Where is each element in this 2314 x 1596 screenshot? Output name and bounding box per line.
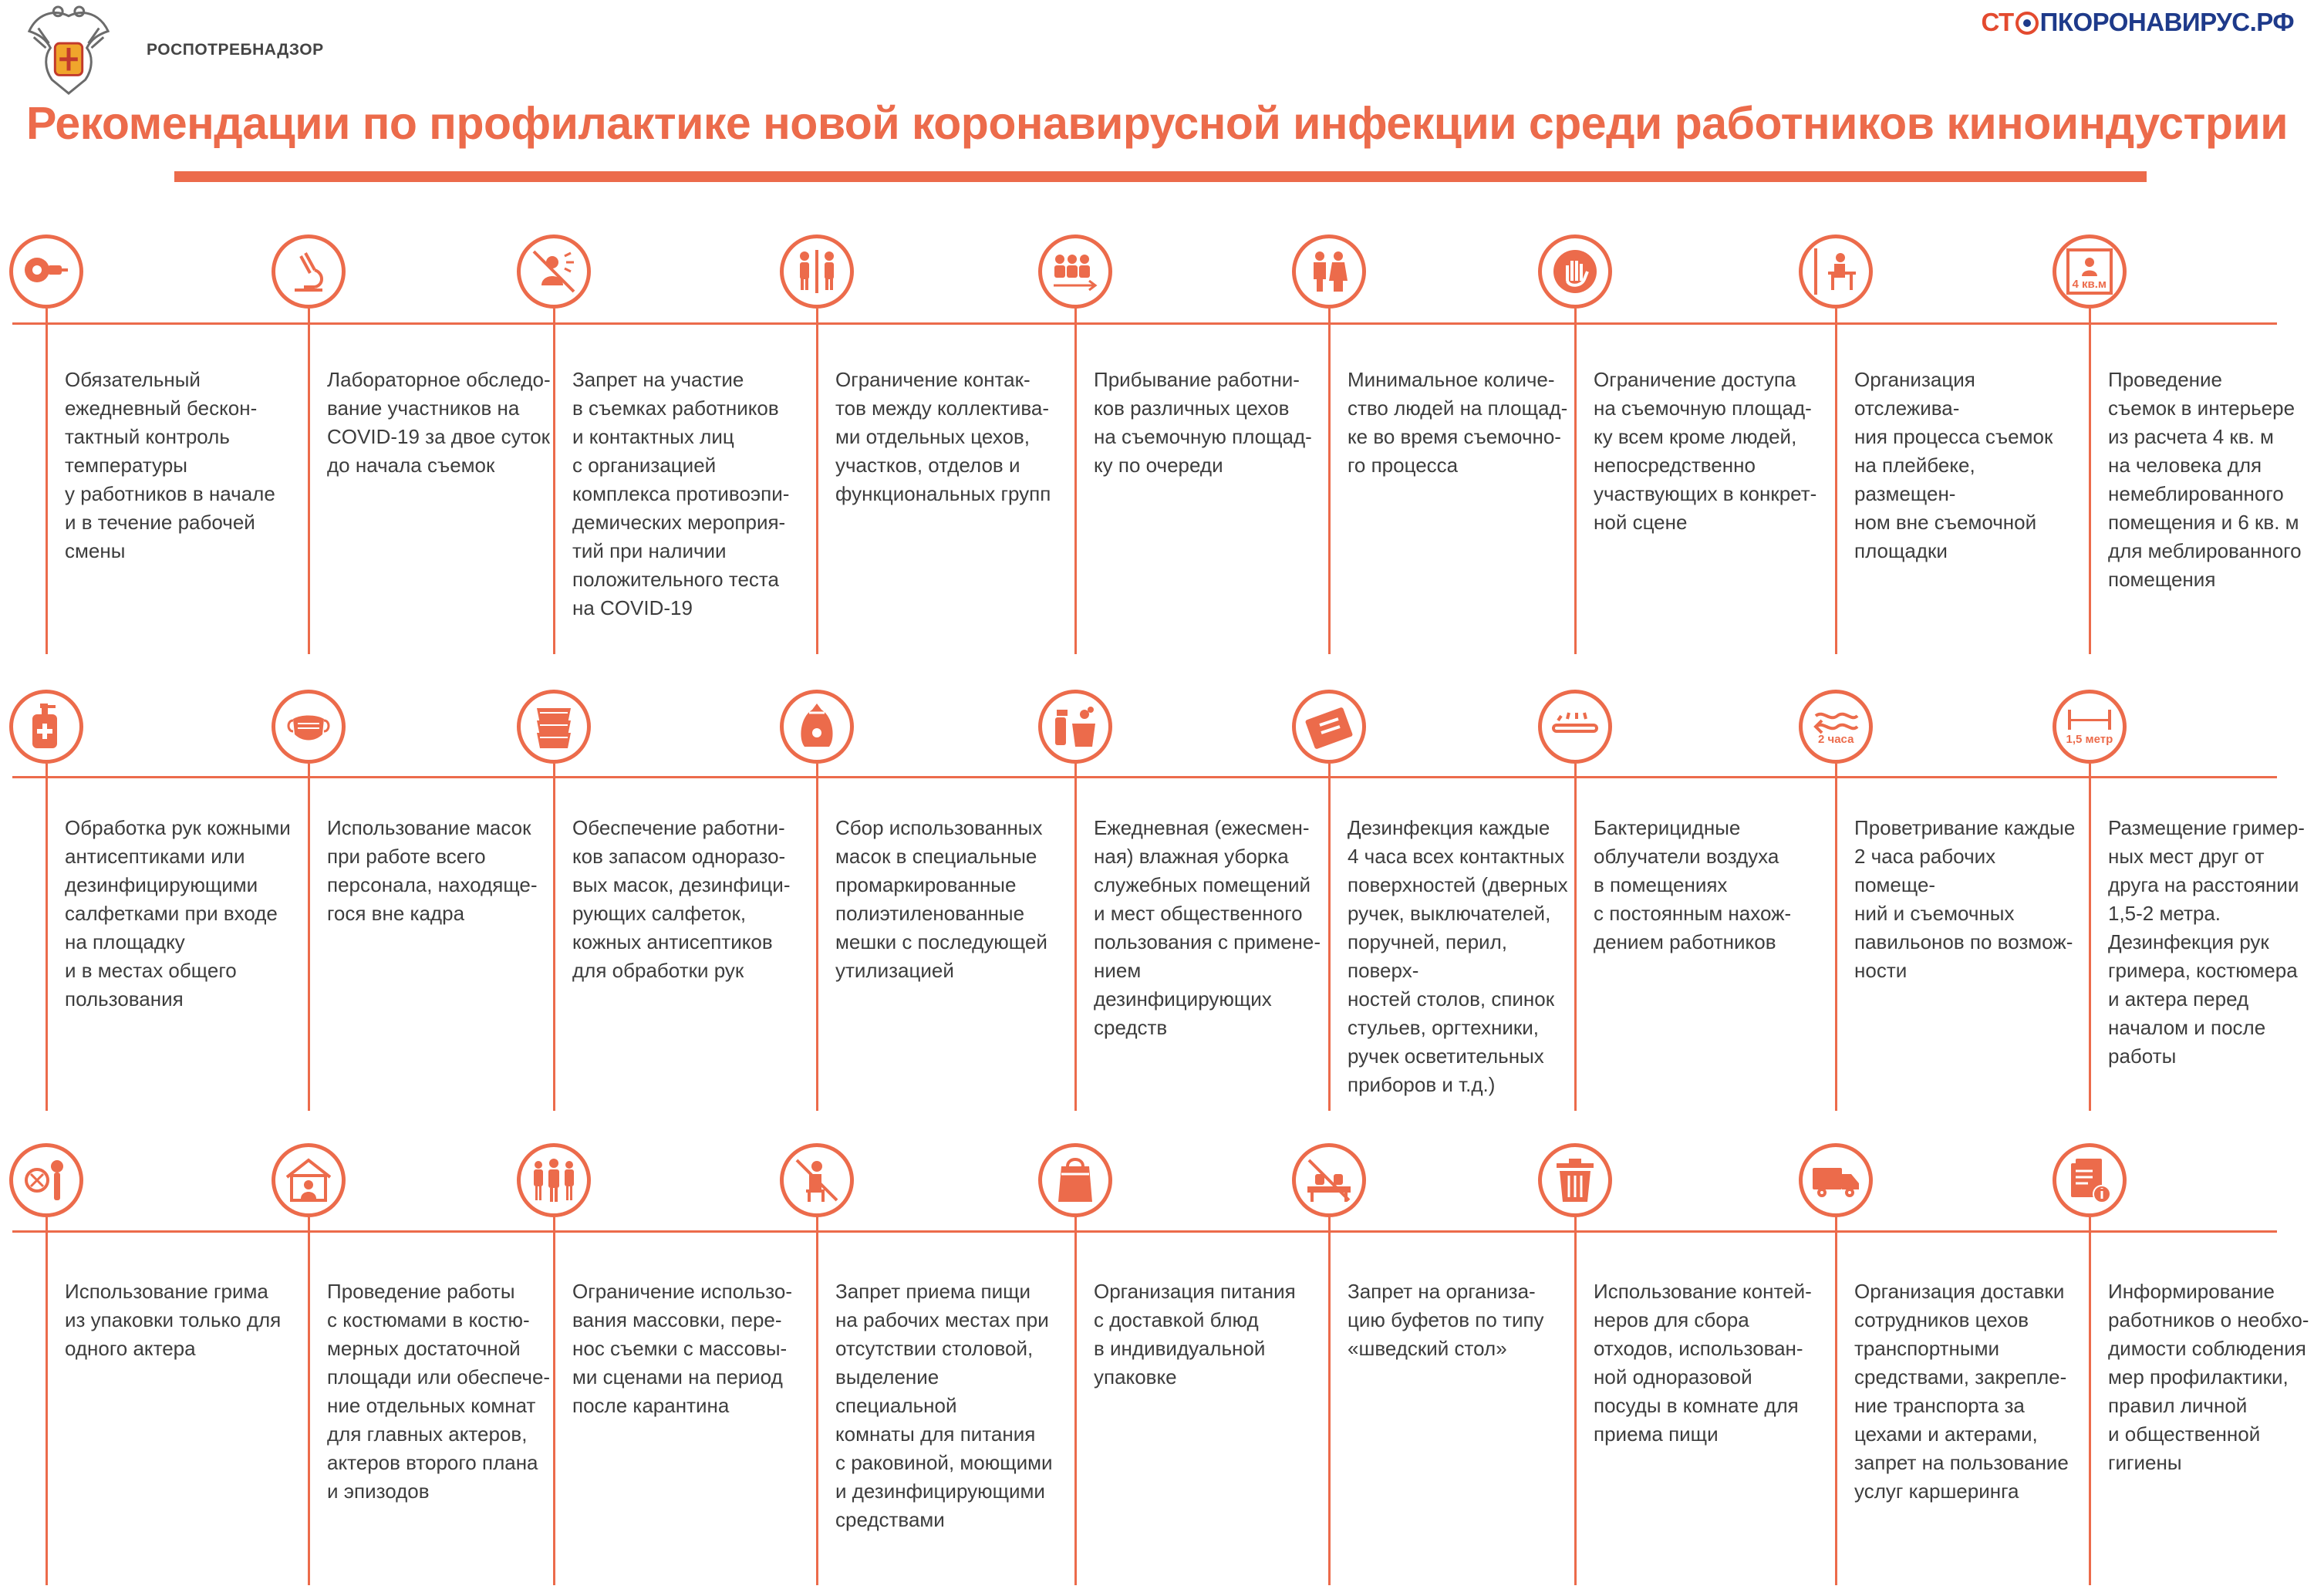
timeline-connector <box>2089 309 2091 654</box>
delivery-van-icon-glyph <box>1811 1156 1860 1205</box>
timeline-connector <box>1328 309 1331 654</box>
recommendation-text: Запрет приема пищи на рабочих местах при отсутствии столовой, выделение специальной комнаты для питания с раковиной, моющими и дезинфицирующими средствами <box>835 1280 1053 1531</box>
food-package-icon-glyph <box>1051 1156 1100 1205</box>
recommendation-text: Ограничение использо- вания массовки, пере- нос съемки с массовы- ми сценами на период после карантина <box>572 1280 793 1417</box>
waste-bag-icon <box>780 690 854 764</box>
timeline-connector <box>553 764 555 1111</box>
two-people-icon-glyph <box>1304 247 1354 296</box>
recommendation-text: Информирование работников о необхо- димости соблюдения мер профилактики, правил личной и общественной гигиены <box>2108 1280 2309 1474</box>
timeline-connector <box>1574 309 1577 654</box>
recommendation-text: Лабораторное обследо- вание участников на COVID-19 за двое суток до начала съемок <box>327 368 551 477</box>
info-documents-icon-glyph <box>2065 1156 2114 1205</box>
recommendation-text: Размещение гример- ных мест друг от друга на расстоянии 1,5-2 метра. Дезинфекция рук гримера, костюмера и актера перед началом и после работы <box>2108 816 2305 1068</box>
stop-hand-icon-glyph <box>1550 247 1600 296</box>
microscope-icon-glyph <box>284 247 333 296</box>
recommendation-text: Запрет на организа- цию буфетов по типу «шведский стол» <box>1348 1280 1544 1360</box>
person-at-table-icon <box>1799 235 1873 309</box>
timeline-row-line <box>12 1230 2277 1233</box>
two-people-icon <box>1292 235 1366 309</box>
timeline-connector <box>1835 309 1837 654</box>
cleaning-supplies-icon <box>1038 690 1112 764</box>
recommendation-text: Минимальное количе- ство людей на площад- ке во время съемочно- го процесса <box>1348 368 1568 477</box>
timeline-connector <box>1074 764 1077 1111</box>
timeline-connector <box>1835 764 1837 1111</box>
wipe-surface-icon-glyph <box>1304 702 1354 751</box>
no-sick-person-icon-glyph <box>529 247 578 296</box>
distance-icon <box>2053 690 2127 764</box>
timeline-connector <box>46 764 48 1111</box>
timeline-connector <box>1574 1217 1577 1585</box>
sanitizer-bottle-icon <box>9 690 83 764</box>
timeline-connector <box>308 764 310 1111</box>
agency-block <box>23 0 324 100</box>
no-buffet-icon-glyph <box>1304 1156 1354 1205</box>
trash-can-icon-glyph <box>1550 1156 1600 1205</box>
timeline-connector <box>1328 764 1331 1111</box>
uv-lamp-icon <box>1538 690 1612 764</box>
recommendation-text: Ограничение доступа на съемочную площад- ку всем кроме людей, непосредственно участвующих в конкрет- ной сцене <box>1594 368 1817 534</box>
recommendation-text: Организация питания с доставкой блюд в индивидуальной упаковке <box>1094 1280 1296 1388</box>
recommendation-text: Использование грима из упаковки только для одного актера <box>65 1280 282 1360</box>
makeup-icon-glyph <box>22 1156 71 1205</box>
timeline-connector <box>816 764 818 1111</box>
logo-text-left: СТ <box>1981 8 2014 36</box>
stopcoronavirus-logo[interactable] <box>1981 8 2294 37</box>
dressing-room-icon-glyph <box>284 1156 333 1205</box>
timeline-connector <box>2089 1217 2091 1585</box>
icon-caption: 2 часа <box>1818 733 1854 746</box>
timeline-connector <box>553 1217 555 1585</box>
recommendation-text: Обязательный ежедневный бескон- тактный контроль температуры у работников в начале и в течение рабочей смены <box>65 368 275 562</box>
title-underline <box>174 171 2147 182</box>
makeup-icon <box>9 1143 83 1217</box>
temperature-check-icon <box>9 235 83 309</box>
waste-bag-icon-glyph <box>792 702 842 751</box>
timeline-connector <box>308 1217 310 1585</box>
timeline-connector <box>46 1217 48 1585</box>
trash-can-icon <box>1538 1143 1612 1217</box>
timeline-connector <box>1328 1217 1331 1585</box>
stop-hand-icon <box>1538 235 1612 309</box>
separated-people-icon-glyph <box>792 247 842 296</box>
recommendation-text: Дезинфекция каждые 4 часа всех контактных поверхностей (дверных ручек, выключателей, поручней, перил, поверх- ностей столов, спинок стульев, оргтехники, ручек осветительных приборов и т.д.) <box>1348 816 1568 1096</box>
recommendation-text: Ежедневная (ежесмен- ная) влажная уборка служебных помещений и мест общественного пользования с примене- нием дезинфицирующих средств <box>1094 816 1321 1039</box>
microscope-icon <box>272 235 346 309</box>
recommendation-text: Запрет на участие в съемках работников и контактных лиц с организацией комплекса противоэпи- демических мероприя- тий при наличии положительного теста на COVID-19 <box>572 368 790 619</box>
coat-of-arms-icon <box>23 0 114 100</box>
mask-stack-icon <box>517 690 591 764</box>
recommendation-text: Бактерицидные облучатели воздуха в помещениях с постоянным нахож- дением работников <box>1594 816 1792 953</box>
face-mask-icon <box>272 690 346 764</box>
recommendation-text: Прибывание работни- ков различных цехов на съемочную площад- ку по очереди <box>1094 368 1312 477</box>
no-eating-icon <box>780 1143 854 1217</box>
timeline-row-line <box>12 776 2277 778</box>
recommendation-text: Проведение работы с костюмами в костю- мерных достаточной площади или обеспече- ние отдельных комнат для главных актеров, актеров второго плана и эпизодов <box>327 1280 551 1503</box>
timeline-connector <box>553 309 555 654</box>
recommendation-text: Проветривание каждые 2 часа рабочих помеще- ний и съемочных павильонов по возмож- ности <box>1854 816 2076 982</box>
timeline-connector <box>816 1217 818 1585</box>
timeline-connector <box>1835 1217 1837 1585</box>
timeline-connector <box>816 309 818 654</box>
uv-lamp-icon-glyph <box>1550 702 1600 751</box>
queue-group-icon-glyph <box>1051 247 1100 296</box>
no-sick-person-icon <box>517 235 591 309</box>
timeline-connector <box>1574 764 1577 1111</box>
recommendation-text: Обработка рук кожными антисептиками или дезинфицирующими салфетками при входе на площадку и в местах общего пользования <box>65 816 291 1011</box>
virus-ring-icon <box>2015 12 2039 35</box>
timeline-row-line <box>12 322 2277 325</box>
recommendation-text: Организация доставки сотрудников цехов транспортными средствами, закрепле- ние транспорта за цехами и актерами, запрет на пользование услуг каршеринга <box>1854 1280 2069 1503</box>
ventilation-icon <box>1799 690 1873 764</box>
separated-people-icon <box>780 235 854 309</box>
timeline-connector <box>1074 1217 1077 1585</box>
sanitizer-bottle-icon-glyph <box>22 702 71 751</box>
temperature-check-icon-glyph <box>22 247 71 296</box>
crowd-icon-glyph <box>529 1156 578 1205</box>
recommendation-text: Сбор использованных масок в специальные промаркированные полиэтиленованные мешки с последующей утилизацией <box>835 816 1047 982</box>
agency-name: РОСПОТРЕБНАДЗОР <box>147 41 324 59</box>
timeline-connector <box>1074 309 1077 654</box>
face-mask-icon-glyph <box>284 702 333 751</box>
recommendation-text: Обеспечение работни- ков запасом одноразо- вых масок, дезинфици- рующих салфеток, кожных антисептиков для обработки рук <box>572 816 791 982</box>
mask-stack-icon-glyph <box>529 702 578 751</box>
delivery-van-icon <box>1799 1143 1873 1217</box>
page-title: Рекомендации по профилактике новой коронавирусной инфекции среди работников киноиндустрии <box>25 98 2289 149</box>
queue-group-icon <box>1038 235 1112 309</box>
recommendation-text: Использование масок при работе всего персонала, находяще- гося вне кадра <box>327 816 538 925</box>
timeline-connector <box>46 309 48 654</box>
no-eating-icon-glyph <box>792 1156 842 1205</box>
recommendation-text: Ограничение контак- тов между коллектива- ми отдельных цехов, участков, отделов и функциональных групп <box>835 368 1051 505</box>
recommendation-text: Использование контей- неров для сбора отходов, использован- ной одноразовой посуды в комнате для приема пищи <box>1594 1280 1812 1446</box>
recommendation-text: Проведение съемок в интерьере из расчета 4 кв. м на человека для немеблированного помещения и 6 кв. м для меблированного помещения <box>2108 368 2302 591</box>
person-at-table-icon-glyph <box>1811 247 1860 296</box>
no-buffet-icon <box>1292 1143 1366 1217</box>
crowd-icon <box>517 1143 591 1217</box>
icon-caption: 4 кв.м <box>2072 278 2107 291</box>
timeline-connector <box>2089 764 2091 1111</box>
timeline-connector <box>308 309 310 654</box>
recommendation-text: Организация отслежива- ния процесса съемок на плейбеке, размещен- ном вне съемочной площадки <box>1854 368 2053 562</box>
area-per-person-icon <box>2053 235 2127 309</box>
logo-text-right: ПКОРОНАВИРУС.РФ <box>2039 8 2294 36</box>
cleaning-supplies-icon-glyph <box>1051 702 1100 751</box>
icon-caption: 1,5 метр <box>2066 733 2113 746</box>
food-package-icon <box>1038 1143 1112 1217</box>
info-documents-icon <box>2053 1143 2127 1217</box>
wipe-surface-icon <box>1292 690 1366 764</box>
dressing-room-icon <box>272 1143 346 1217</box>
